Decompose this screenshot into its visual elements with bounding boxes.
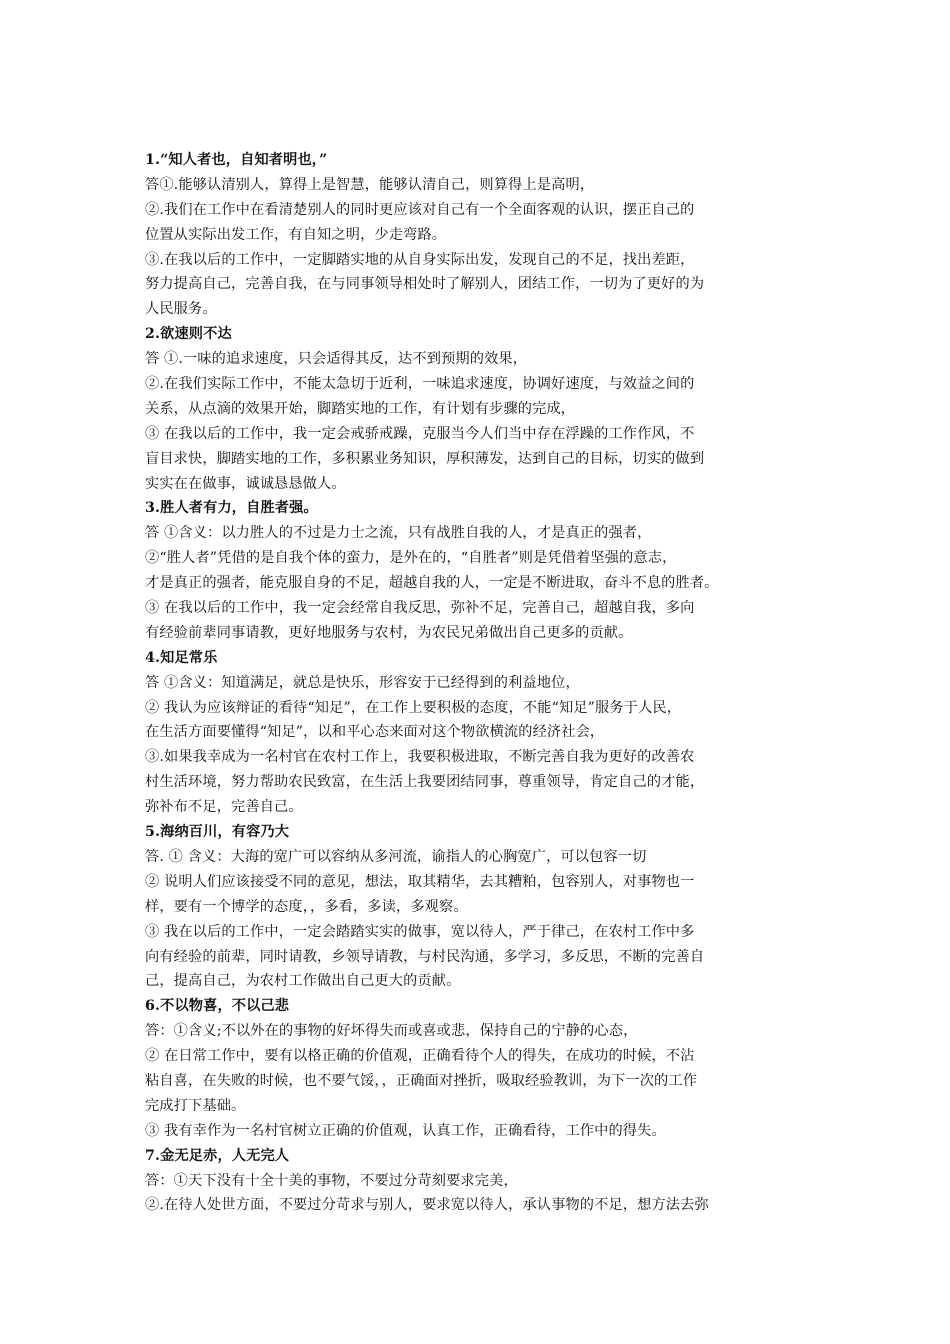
section-heading: 5.海纳百川，有容乃大 [145, 824, 290, 841]
body-line: ② 说明人们应该接受不同的意见，想法，取其精华，去其糟粕，包容别人，对事物也一 [145, 873, 695, 890]
body-line: 粘自喜，在失败的时候，也不要气馁，，正确面对挫折，吸取经验教训，为下一次的工作 [145, 1072, 698, 1089]
body-line: 实实在在做事，诚诚恳恳做人。 [145, 475, 346, 492]
body-line: 向有经验的前辈，同时请教，乡领导请教，与村民沟通，多学习，多反思，不断的完善自 [145, 948, 705, 965]
body-line: ②.我们在工作中在看清楚别人的同时更应该对自己有一个全面客观的认识，摆正自己的 [145, 201, 695, 218]
body-line: ②“胜人者”凭借的是自我个体的蛮力，是外在的，“自胜者”则是凭借着坚强的意志， [145, 550, 677, 567]
body-line: 人民服务。 [145, 301, 217, 318]
body-line: 关系，从点滴的效果开始，脚踏实地的工作，有计划有步骤的完成， [145, 400, 576, 417]
section-heading: 3.胜人者有力，自胜者强。 [145, 500, 318, 517]
body-line: 答 ①含义：知道满足，就总是快乐，形容安于已经得到的利益地位， [145, 674, 580, 691]
body-line: ③ 我在以后的工作中，一定会踏踏实实的做事，宽以待人，严于律己，在农村工作中多 [145, 923, 695, 940]
body-line: ②.在待人处世方面，不要过分苛求与别人，要求宽以待人，承认事物的不足，想方法去弥 [145, 1197, 709, 1214]
body-line: ③ 在我以后的工作中，我一定会经常自我反思，弥补不足，完善自己，超越自我，多向 [145, 600, 695, 617]
body-line: ② 我认为应该辩证的看待“知足”，在工作上要积极的态度，不能“知足”服务于人民， [145, 699, 682, 716]
body-line: 答：①含义;不以外在的事物的好坏得失而或喜或悲，保持自己的宁静的心态， [145, 1023, 638, 1040]
body-line: ②.在我们实际工作中，不能太急切于近利，一味追求速度，协调好速度，与效益之间的 [145, 376, 695, 393]
body-line: 盲目求快，脚踏实地的工作，多积累业务知识，厚积薄发，达到自己的目标，切实的做到 [145, 450, 705, 467]
body-line: 样，要有一个博学的态度，，多看，多读，多观察。 [145, 898, 468, 915]
body-line: 答 ①含义：以力胜人的不过是力士之流，只有战胜自我的人，才是真正的强者， [145, 525, 652, 542]
body-line: 答①.能够认清别人，算得上是智慧，能够认清自己，则算得上是高明， [145, 176, 595, 193]
body-line: ③ 在我以后的工作中，我一定会戒骄戒躁，克服当今人们当中存在浮躁的工作作风，不 [145, 425, 695, 442]
section-heading: 2.欲速则不达 [145, 326, 232, 343]
body-line: 村生活环境，努力帮助农民致富，在生活上我要团结同事，尊重领导，肯定自己的才能， [145, 774, 705, 791]
body-line: 在生活方面要懂得“知足”，以和平心态来面对这个物欲横流的经济社会， [145, 724, 605, 741]
section-heading: 4.知足常乐 [145, 649, 218, 666]
section-heading: 7.金无足赤，人无完人 [145, 1147, 290, 1164]
body-line: 位置从实际出发工作，有自知之明，少走弯路。 [145, 226, 447, 243]
body-line: ③ 我有幸作为一名村官树立正确的价值观，认真工作，正确看待，工作中的得失。 [145, 1122, 666, 1139]
document-page [145, 148, 817, 1218]
body-line: 完成打下基础。 [145, 1097, 246, 1114]
body-line: 有经验前辈同事请教，更好地服务与农村，为农民兄弟做出自己更多的贡献。 [145, 624, 633, 641]
section-heading: 1.“知人者也，自知者明也，” [145, 152, 328, 168]
section-heading: 6.不以物喜，不以己悲 [145, 998, 290, 1015]
body-line: 答. ① 含义：大海的宽广可以容纳从多河流，谕指人的心胸宽广，可以包容一切 [145, 848, 647, 865]
body-line: 努力提高自己，完善自我，在与同事领导相处时了解别人，团结工作，一切为了更好的为 [145, 276, 705, 293]
body-line: ② 在日常工作中，要有以格正确的价值观，正确看待个人的得失，在成功的时候，不沾 [145, 1048, 695, 1065]
body-line: 弥补布不足，完善自己。 [145, 799, 303, 816]
body-line: 答：①天下没有十全十美的事物，不要过分苛刻要求完美， [145, 1172, 518, 1189]
body-line: 才是真正的强者，能克服自身的不足，超越自我的人，一定是不断进取，奋斗不息的胜者。 [145, 575, 719, 592]
body-line: ③.如果我幸成为一名村官在农村工作上，我要积极进取，不断完善自我为更好的改善农 [145, 749, 695, 766]
body-line: 己，提高自己，为农村工作做出自己更大的贡献。 [145, 973, 461, 990]
body-line: ③.在我以后的工作中，一定脚踏实地的从自身实际出发，发现自己的不足，找出差距， [145, 251, 695, 268]
body-line: 答 ①.一味的追求速度，只会适得其反，达不到预期的效果， [145, 351, 528, 368]
